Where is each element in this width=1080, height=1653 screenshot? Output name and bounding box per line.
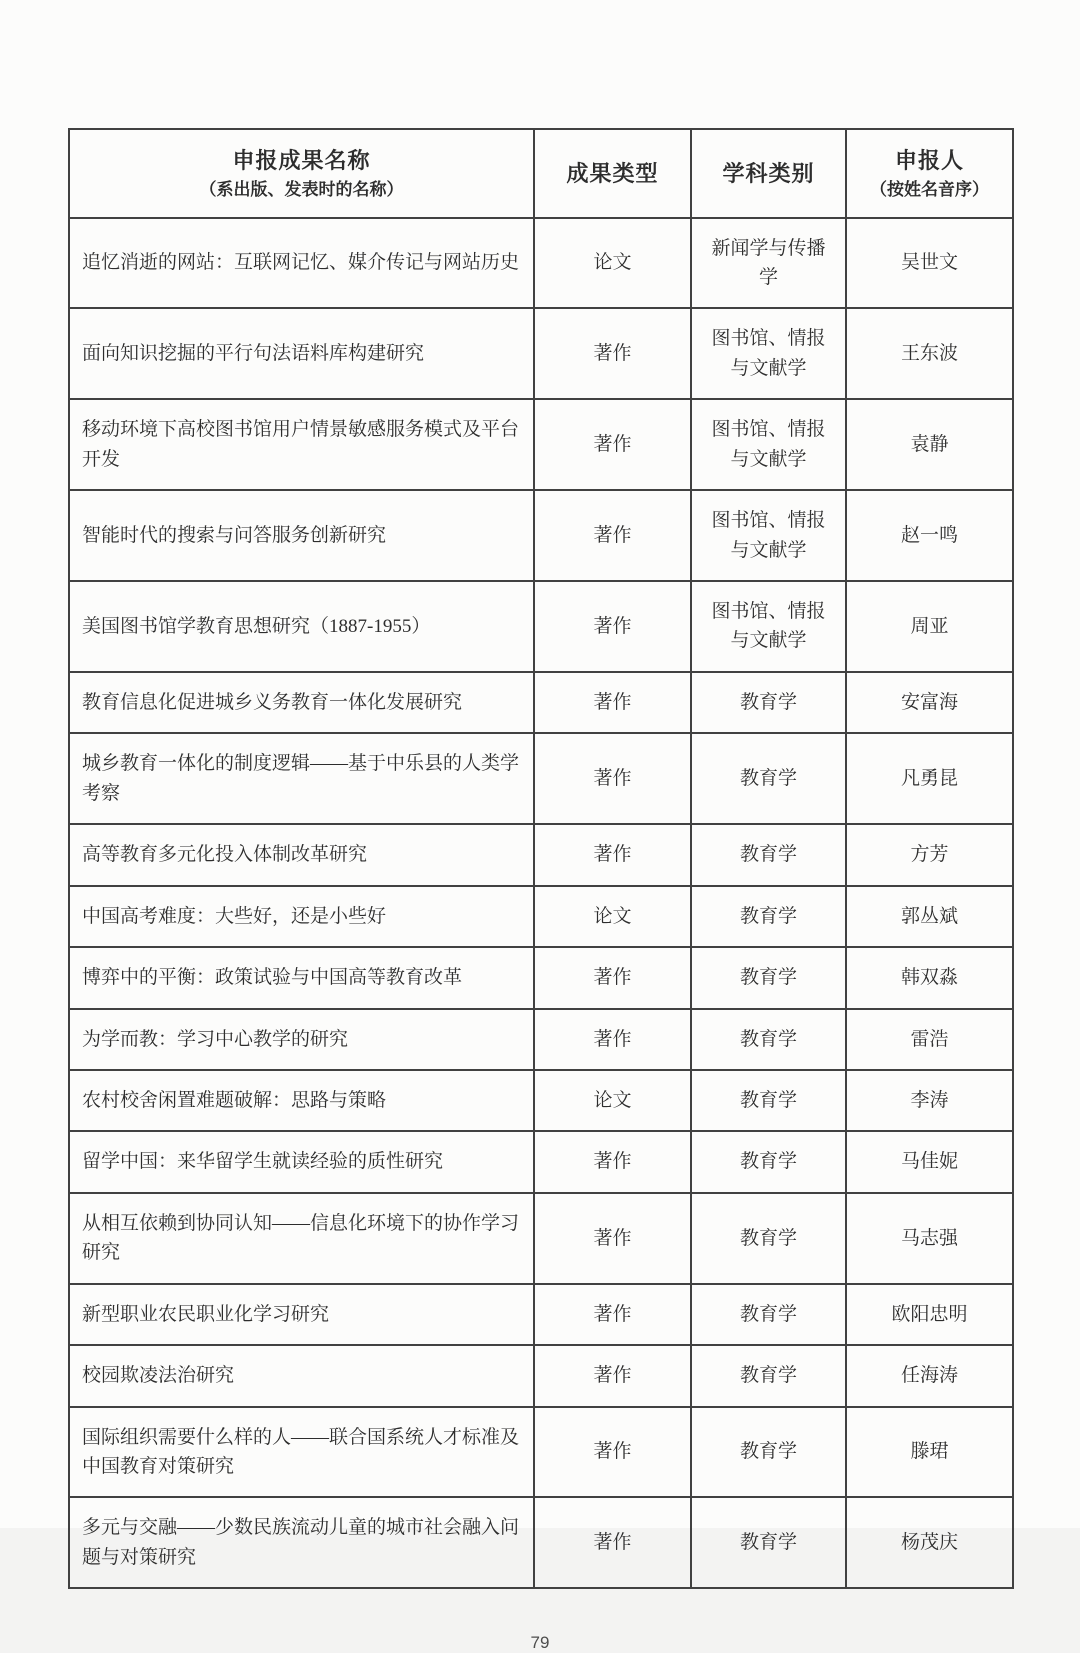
cell-discipline: 教育学 (691, 1497, 846, 1588)
cell-result-name: 博弈中的平衡：政策试验与中国高等教育改革 (69, 947, 534, 1008)
cell-discipline: 教育学 (691, 1284, 846, 1345)
col-header-result-name (69, 129, 534, 218)
col-header-discipline (691, 129, 846, 218)
cell-result-name: 高等教育多元化投入体制改革研究 (69, 824, 534, 885)
cell-result-name: 智能时代的搜索与问答服务创新研究 (69, 490, 534, 581)
cell-discipline: 图书馆、情报与文献学 (691, 308, 846, 399)
cell-discipline: 教育学 (691, 1070, 846, 1131)
cell-result-type: 著作 (534, 399, 691, 490)
cell-discipline: 教育学 (691, 1009, 846, 1070)
cell-applicant: 任海涛 (846, 1345, 1013, 1406)
cell-applicant: 欧阳忠明 (846, 1284, 1013, 1345)
table-row (69, 218, 1013, 309)
cell-result-type: 著作 (534, 581, 691, 672)
cell-result-type: 著作 (534, 1131, 691, 1192)
cell-applicant: 赵一鸣 (846, 490, 1013, 581)
cell-result-name: 留学中国：来华留学生就读经验的质性研究 (69, 1131, 534, 1192)
table-row (69, 672, 1013, 733)
cell-discipline: 新闻学与传播学 (691, 218, 846, 309)
cell-result-type: 著作 (534, 1497, 691, 1588)
cell-result-type: 著作 (534, 1407, 691, 1498)
table-row (69, 399, 1013, 490)
cell-result-type: 著作 (534, 1009, 691, 1070)
table-row (69, 1131, 1013, 1192)
cell-discipline: 教育学 (691, 1131, 846, 1192)
cell-discipline: 教育学 (691, 733, 846, 824)
cell-applicant: 雷浩 (846, 1009, 1013, 1070)
table-row (69, 733, 1013, 824)
table-row (69, 1193, 1013, 1284)
cell-result-type: 著作 (534, 947, 691, 1008)
cell-result-name: 教育信息化促进城乡义务教育一体化发展研究 (69, 672, 534, 733)
cell-result-name: 国际组织需要什么样的人——联合国系统人才标准及中国教育对策研究 (69, 1407, 534, 1498)
table-row (69, 490, 1013, 581)
cell-applicant: 杨茂庆 (846, 1497, 1013, 1588)
col-header-discipline-title: 学科类别 (722, 160, 815, 186)
table-row (69, 824, 1013, 885)
header-row (69, 129, 1013, 218)
cell-result-name: 校园欺凌法治研究 (69, 1345, 534, 1406)
page-number: 79 (530, 1633, 550, 1653)
cell-applicant: 周亚 (846, 581, 1013, 672)
cell-applicant: 凡勇昆 (846, 733, 1013, 824)
cell-discipline: 图书馆、情报与文献学 (691, 399, 846, 490)
table-row (69, 1284, 1013, 1345)
cell-result-name: 为学而教：学习中心教学的研究 (69, 1009, 534, 1070)
table-row (69, 1009, 1013, 1070)
cell-applicant: 郭丛斌 (846, 886, 1013, 947)
cell-discipline: 教育学 (691, 824, 846, 885)
table-row (69, 947, 1013, 1008)
cell-applicant: 韩双淼 (846, 947, 1013, 1008)
cell-result-name: 农村校舍闲置难题破解：思路与策略 (69, 1070, 534, 1131)
cell-applicant: 李涛 (846, 1070, 1013, 1131)
cell-discipline: 图书馆、情报与文献学 (691, 581, 846, 672)
cell-discipline: 教育学 (691, 1193, 846, 1284)
cell-result-type: 著作 (534, 672, 691, 733)
cell-result-type: 论文 (534, 886, 691, 947)
cell-result-type: 著作 (534, 824, 691, 885)
col-header-applicant (846, 129, 1013, 218)
cell-result-name: 城乡教育一体化的制度逻辑——基于中乐县的人类学考察 (69, 733, 534, 824)
cell-result-type: 著作 (534, 1345, 691, 1406)
cell-applicant: 安富海 (846, 672, 1013, 733)
cell-result-type: 论文 (534, 218, 691, 309)
cell-applicant: 吴世文 (846, 218, 1013, 309)
table-row (69, 1345, 1013, 1406)
cell-result-type: 著作 (534, 308, 691, 399)
cell-discipline: 教育学 (691, 672, 846, 733)
cell-discipline: 教育学 (691, 947, 846, 1008)
col-header-applicant-subtitle: （按姓名音序） (870, 180, 989, 199)
cell-result-name: 中国高考难度：大些好，还是小些好 (69, 886, 534, 947)
cell-result-name: 新型职业农民职业化学习研究 (69, 1284, 534, 1345)
table-row (69, 1497, 1013, 1588)
cell-result-type: 著作 (534, 490, 691, 581)
cell-applicant: 方芳 (846, 824, 1013, 885)
table-row (69, 581, 1013, 672)
cell-applicant: 滕珺 (846, 1407, 1013, 1498)
col-header-result-name-subtitle: （系出版、发表时的名称） (199, 180, 404, 199)
cell-result-name: 多元与交融——少数民族流动儿童的城市社会融入问题与对策研究 (69, 1497, 534, 1588)
table-row (69, 1407, 1013, 1498)
col-header-result-type-title: 成果类型 (566, 160, 659, 186)
cell-result-type: 著作 (534, 1193, 691, 1284)
col-header-applicant-title: 申报人 (894, 148, 964, 173)
cell-applicant: 马志强 (846, 1193, 1013, 1284)
cell-discipline: 教育学 (691, 1407, 846, 1498)
table-row (69, 308, 1013, 399)
cell-result-type: 著作 (534, 733, 691, 824)
col-header-result-name-title: 申报成果名称 (232, 148, 371, 173)
cell-result-name: 面向知识挖掘的平行句法语料库构建研究 (69, 308, 534, 399)
cell-result-name: 美国图书馆学教育思想研究（1887-1955） (69, 581, 534, 672)
table-row (69, 886, 1013, 947)
cell-applicant: 袁静 (846, 399, 1013, 490)
cell-discipline: 教育学 (691, 886, 846, 947)
table-row (69, 1070, 1013, 1131)
cell-result-name: 追忆消逝的网站：互联网记忆、媒介传记与网站历史 (69, 218, 534, 309)
cell-discipline: 图书馆、情报与文献学 (691, 490, 846, 581)
cell-result-name: 从相互依赖到协同认知——信息化环境下的协作学习研究 (69, 1193, 534, 1284)
cell-result-type: 著作 (534, 1284, 691, 1345)
cell-result-name: 移动环境下高校图书馆用户情景敏感服务模式及平台开发 (69, 399, 534, 490)
cell-discipline: 教育学 (691, 1345, 846, 1406)
results-table (68, 128, 1014, 1589)
col-header-result-type (534, 129, 691, 218)
cell-result-type: 论文 (534, 1070, 691, 1131)
cell-applicant: 马佳妮 (846, 1131, 1013, 1192)
cell-applicant: 王东波 (846, 308, 1013, 399)
